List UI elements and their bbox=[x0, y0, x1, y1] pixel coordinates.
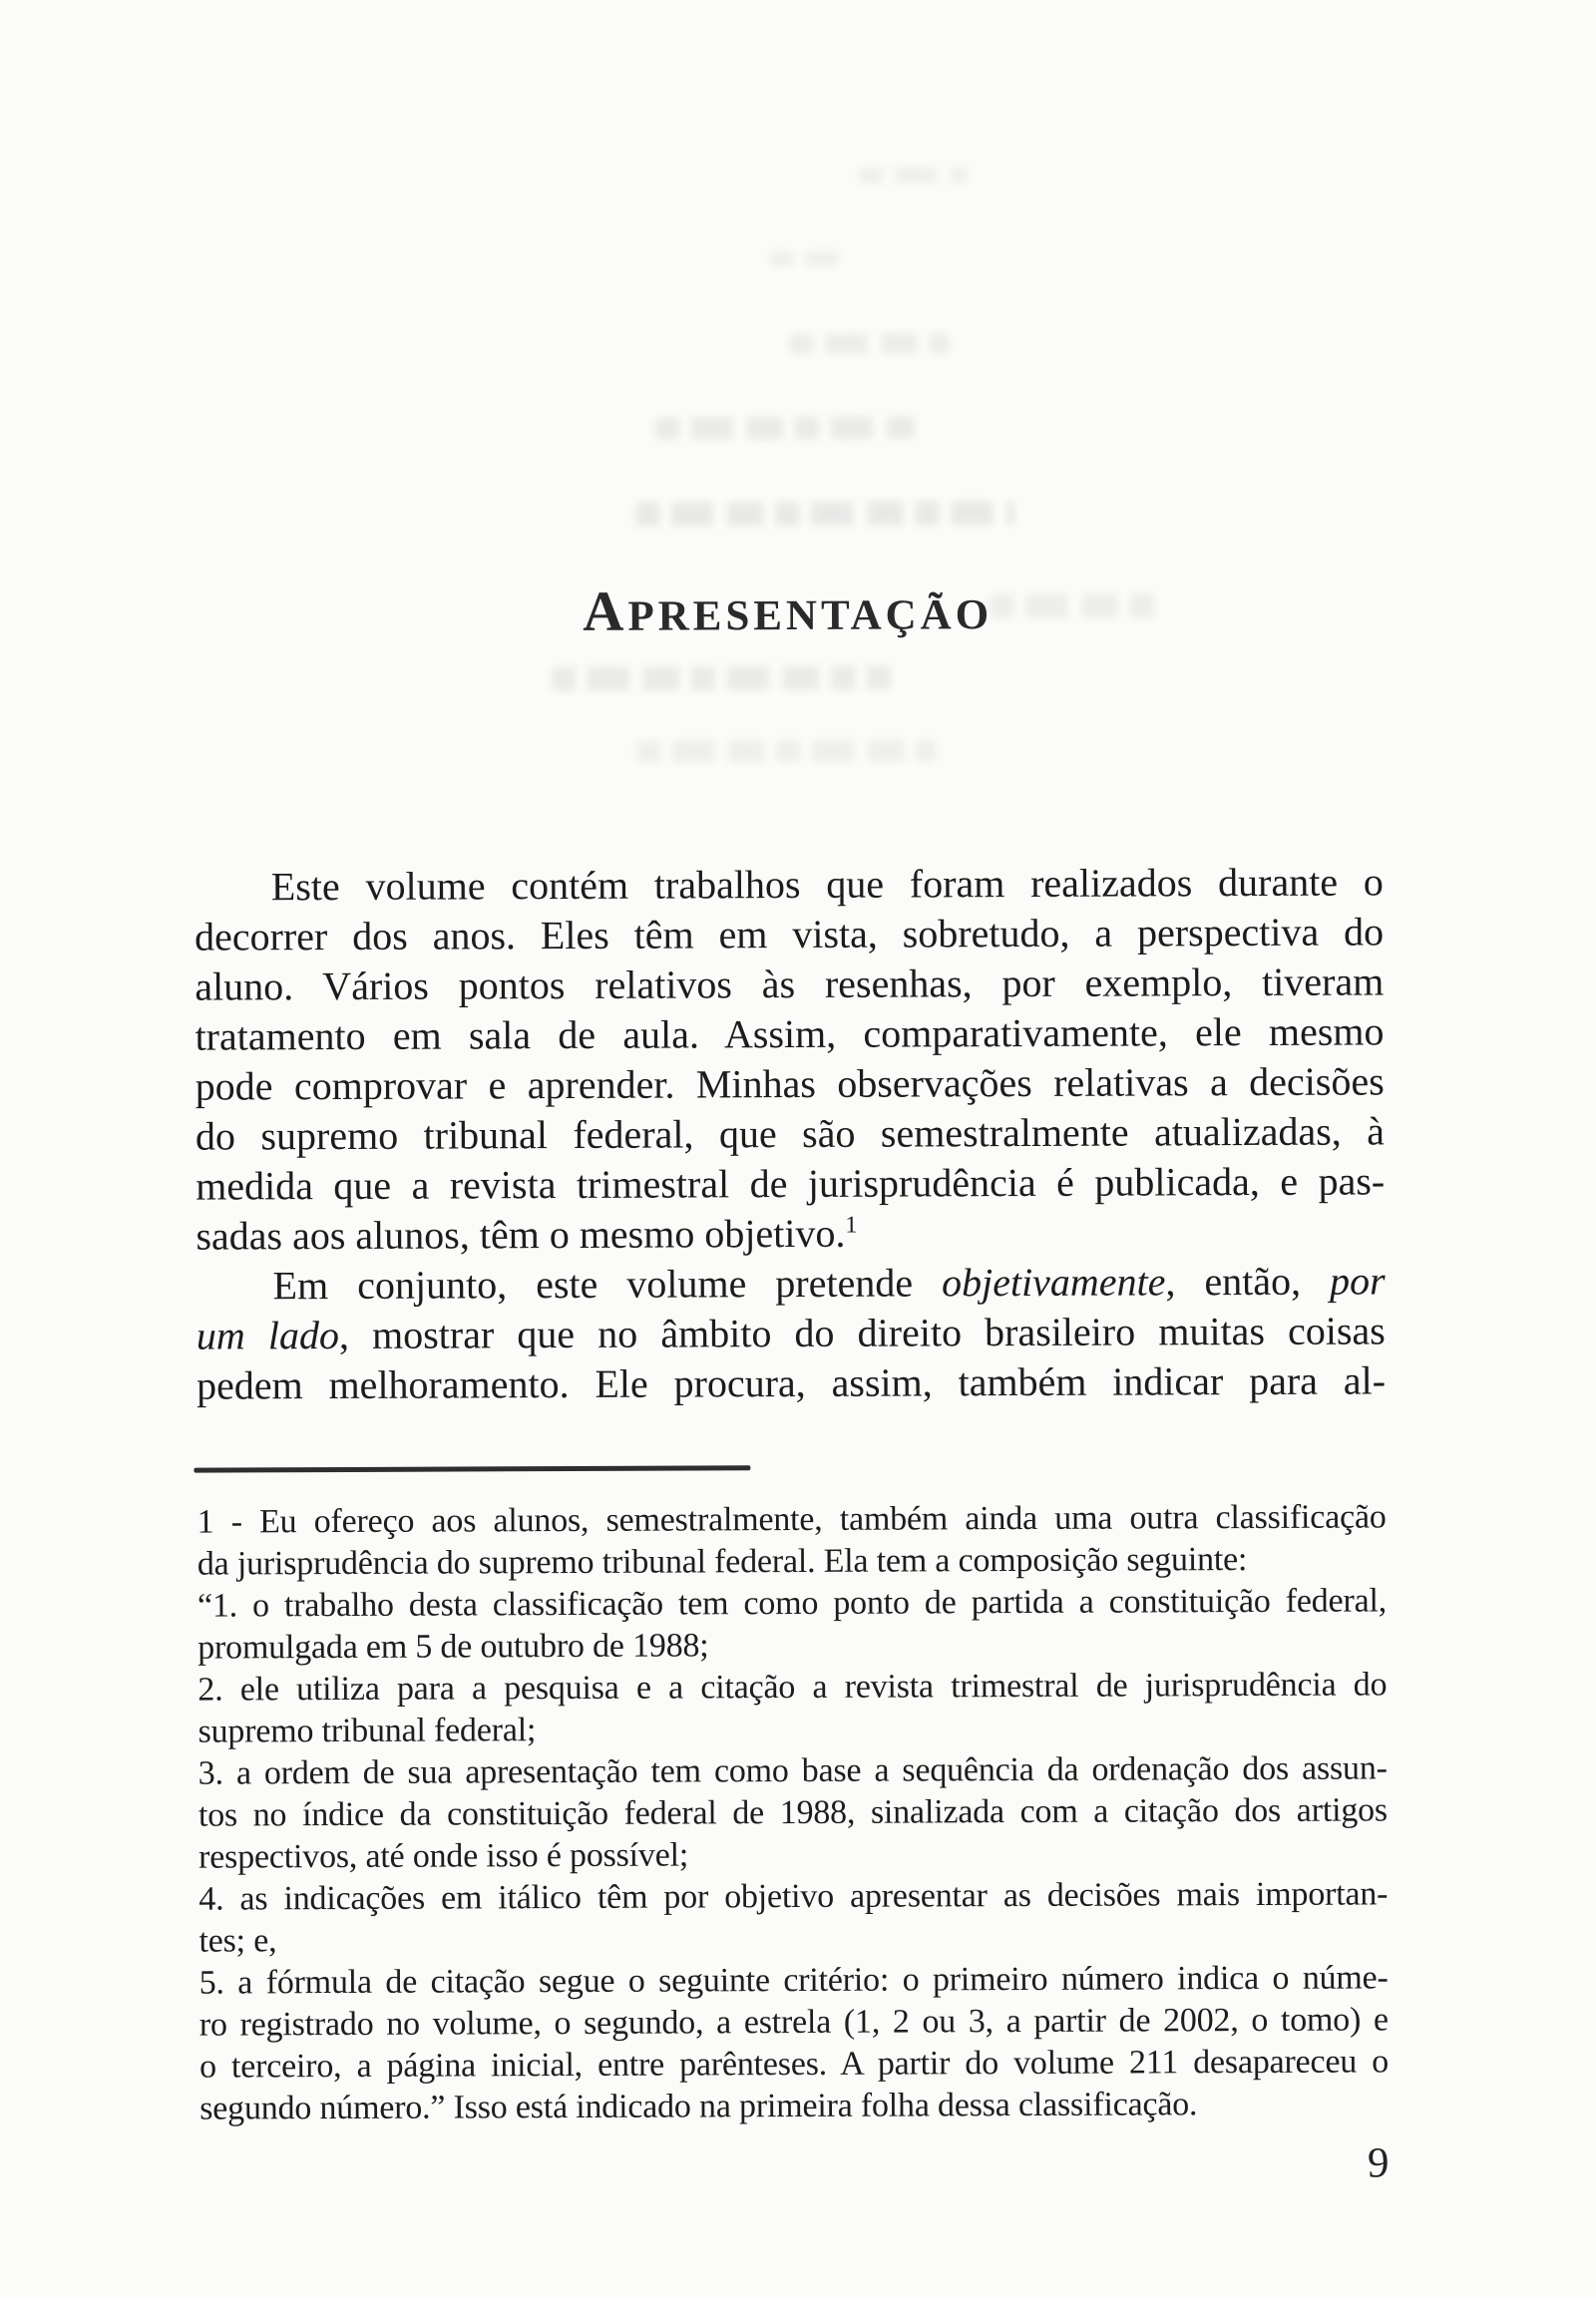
text-line: da jurisprudência do supremo tribunal federal. Ela tem a composição seguinte: bbox=[197, 1541, 1248, 1583]
footnote-block bbox=[198, 1496, 1390, 2129]
text-line: Em conjunto, este volume pretende objetivamente, então, por bbox=[272, 1258, 1386, 1309]
text-line: do supremo tribunal federal, que são semestralmente atualizadas, à bbox=[195, 1108, 1386, 1159]
bleed-through-line bbox=[635, 501, 1014, 527]
bleed-through-line bbox=[769, 251, 839, 266]
footnote-reference: 1 bbox=[845, 1212, 858, 1239]
bleed-through-line bbox=[655, 416, 915, 439]
text-line: respectivos, até onde isso é possível; bbox=[199, 1836, 689, 1876]
text-line: o terceiro, a página inicial, entre parênteses. A partir do volume 211 desapareceu o bbox=[199, 2043, 1390, 2086]
title-initial-letter: A bbox=[583, 579, 628, 643]
bleed-through-line bbox=[552, 666, 891, 691]
bleed-through-line bbox=[789, 333, 949, 354]
text-line: 4. as indicações em itálico têm por objetivo apresentar as decisões mais importan- bbox=[199, 1875, 1389, 1918]
text-line: um lado, mostrar que no âmbito do direito brasileiro muitas coisas bbox=[196, 1308, 1386, 1358]
text-line: 5. a fórmula de citação segue o seguinte critério: o primeiro número indica o núme- bbox=[199, 1959, 1389, 2002]
text-line: 2. ele utiliza para a pesquisa e a citação a revista trimestral de jurisprudência do bbox=[198, 1666, 1388, 1709]
text-line: sadas aos alunos, têm o mesmo objetivo.$^1$ bbox=[196, 1210, 858, 1259]
page-title bbox=[194, 578, 1383, 650]
text-line: pedem melhoramento. Ele procura, assim, também indicar para al- bbox=[196, 1357, 1387, 1408]
footnote-separator-rule bbox=[194, 1465, 750, 1472]
text-line: ro registrado no volume, o segundo, a estrela (1, 2 ou 3, a partir de 2002, o tomo) e bbox=[199, 2001, 1389, 2044]
paragraph bbox=[196, 1256, 1386, 1410]
text-line: aluno. Vários pontos relativos às resenhas, por exemplo, tiveram bbox=[195, 958, 1385, 1009]
text-line: tratamento em sala de aula. Assim, comparativamente, ele mesmo bbox=[195, 1008, 1385, 1059]
text-line: promulgada em 5 de outubro de 1988; bbox=[198, 1627, 709, 1667]
text-line: decorrer dos anos. Eles têm em vista, sobretudo, a perspectiva do bbox=[194, 909, 1385, 959]
text-line: tes; e, bbox=[199, 1922, 277, 1960]
text-line: Este volume contém trabalhos que foram realizados durante o bbox=[270, 859, 1384, 910]
body-text bbox=[195, 857, 1386, 1410]
paragraph bbox=[195, 857, 1386, 1261]
title-rest: PRESENTAÇÃO bbox=[627, 591, 994, 640]
page-number: 9 bbox=[1367, 2139, 1390, 2187]
text-line: segundo número.” Isso está indicado na primeira folha dessa classificação. bbox=[200, 2086, 1198, 2127]
bleed-through-line bbox=[859, 167, 969, 183]
bleed-through-area bbox=[0, 0, 1591, 4]
paragraph bbox=[198, 1496, 1390, 2129]
text-line: tos no índice da constituição federal de 1988, sinalizada com a citação dos artigos bbox=[198, 1791, 1388, 1834]
text-line: 3. a ordem de sua apresentação tem como base a sequência da ordenação dos assun- bbox=[198, 1749, 1388, 1792]
text-line: supremo tribunal federal; bbox=[198, 1712, 537, 1750]
bleed-through-line bbox=[636, 739, 936, 762]
text-line: 1 - Eu ofereço aos alunos, semestralmente, também ainda uma outra classificação bbox=[197, 1498, 1387, 1541]
text-line: “1. o trabalho desta classificação tem como ponto de partida a constituição federal, bbox=[197, 1582, 1388, 1625]
text-line: pode comprovar e aprender. Minhas observações relativas a decisões bbox=[195, 1058, 1385, 1109]
text-line: medida que a revista trimestral de jurisprudência é publicada, e pas- bbox=[196, 1158, 1386, 1209]
